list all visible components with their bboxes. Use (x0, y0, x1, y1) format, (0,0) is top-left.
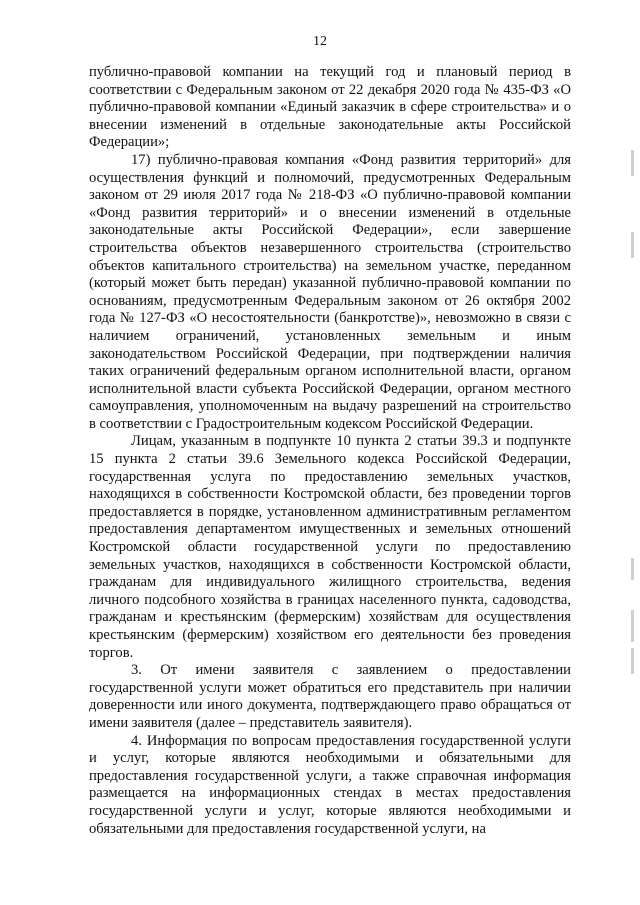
page-number: 12 (313, 34, 327, 49)
paragraph-continuation: публично-правовой компании на текущий год и плановый период в соответствии с Федеральным законом от 22 декабря 2020 года № 435-ФЗ «О публично-правовой компании «Единый заказчик в сфере строительства» и о внесении изменений в отдельные законодательные акты Российской Федерации»; (89, 64, 571, 151)
scan-edge-mark (631, 232, 634, 258)
document-body (89, 64, 571, 838)
scan-edge-mark (631, 150, 634, 176)
scan-edge-mark (631, 610, 634, 642)
scan-edge-mark (631, 648, 634, 674)
paragraph-item-4: 4. Информация по вопросам предоставления государственной услуги и услуг, которые являются необходимыми и обязательными для предоставления государственной услуги, а также справочная информация размещается на информационных стендах в местах предоставления государственной услуги и услуг, которые являются необходимыми и обязательными для предоставления государственной услуги, на (89, 732, 571, 837)
scan-edge-mark (631, 558, 634, 580)
paragraph-item-3: 3. От имени заявителя с заявлением о предоставлении государственной услуги может обратиться его представитель при наличии доверенности или иного документа, подтверждающего право обращаться от имени заявителя (далее – представитель заявителя). (89, 662, 571, 731)
paragraph-item-17: 17) публично-правовая компания «Фонд развития территорий» для осуществления функций и полномочий, предусмотренных Федеральным законом от 29 июля 2017 года № 218-ФЗ «О публично-правовой компании «Фонд развития территорий» и о внесении изменений в отдельные законодательные акты Российской Федерации», если завершение строительства объектов незавершенного строительства (строительство объектов капитального строительства) на земельном участке, переданном (который может быть передан) указанной публично-правовой компании по основаниям, предусмотренным Федеральным законом от 26 октября 2002 года № 127-ФЗ «О несостоятельности (банкротстве)», невозможно в связи с наличием ограничений, установленных земельным и иным законодательством Российской Федерации, при подтверждении наличия таких ограничений федеральным органом исполнительной власти, органом исполнительной власти субъекта Российской Федерации, органом местного самоуправления, уполномоченным на выдачу разрешений на строительство в соответствии с Градостроительным кодексом Российской Федерации. (89, 151, 571, 432)
paragraph-persons: Лицам, указанным в подпункте 10 пункта 2 статьи 39.3 и подпункте 15 пункта 2 статьи 39.6 Земельного кодекса Российской Федерации, государственная услуга по предоставлению земельных участков, находящихся в собственности Костромской области, без проведении торгов предоставляется в порядке, установленном административным регламентом предоставления департаментом имущественных и земельных отношений Костромской области государственной услуги по предоставлению земельных участков, находящихся в собственности Костромской области, гражданам для индивидуального жилищного строительства, ведения личного подсобного хозяйства в границах населенного пункта, садоводства, гражданам и крестьянским (фермерским) хозяйствам для осуществления крестьянским (фермерским) хозяйством его деятельности без проведения торгов. (89, 433, 571, 661)
